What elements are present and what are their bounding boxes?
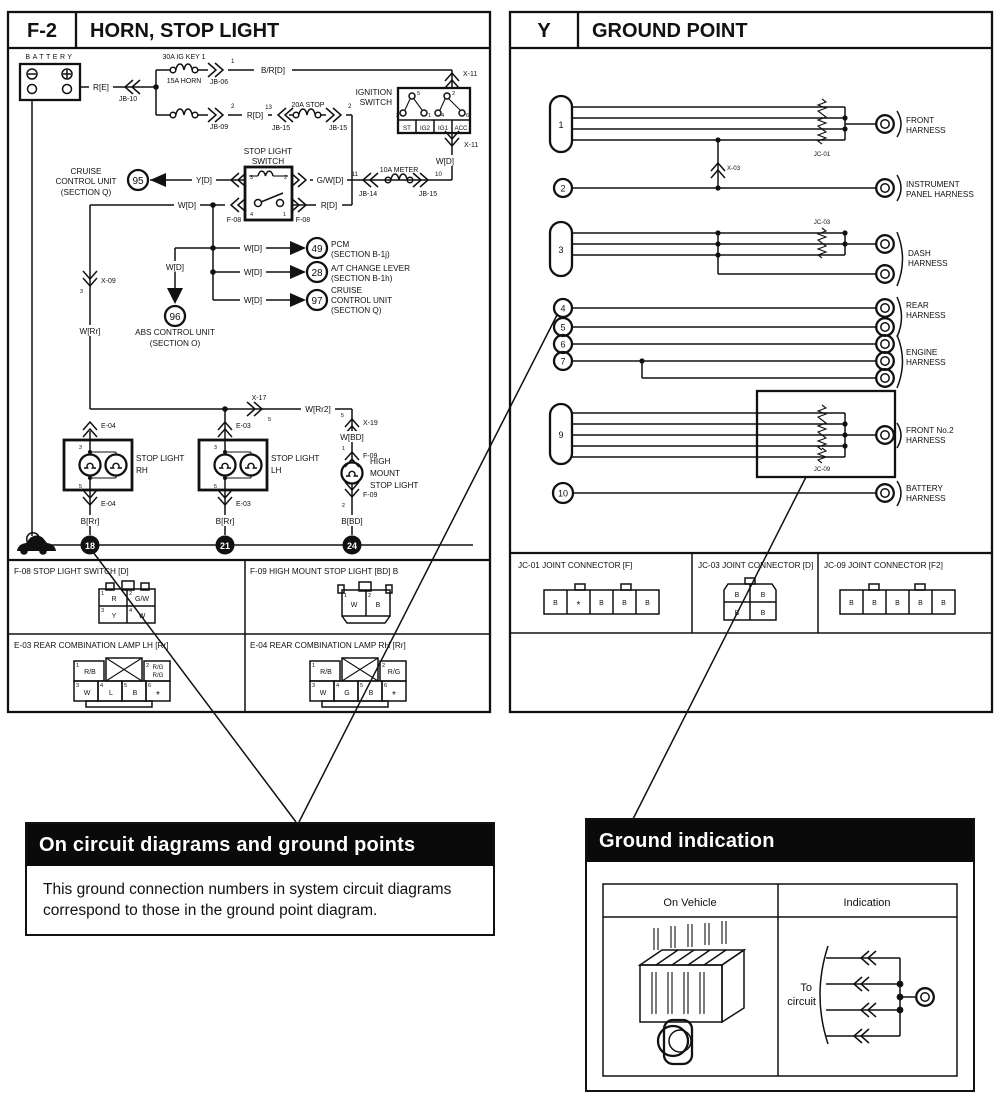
pin-number: 4 — [250, 212, 254, 218]
connector-label: E-04 — [101, 423, 116, 430]
harness-label: PANEL HARNESS — [906, 190, 974, 199]
stop-light-lh — [199, 409, 319, 535]
connector-label: JB-15 — [418, 191, 438, 198]
ground-row-9 — [550, 391, 954, 477]
wire-color-label: W[D] — [243, 296, 263, 305]
pin-color: B — [599, 600, 604, 607]
wire-color-label: Y[D] — [196, 176, 212, 185]
pin-color: W — [319, 690, 327, 697]
ground-row-1 — [550, 96, 946, 188]
stop-lamp-bus — [90, 395, 352, 423]
connector-pinout-f08 — [99, 581, 155, 623]
connector-label: X-19 — [363, 420, 378, 427]
pin-number: 3 — [78, 445, 82, 451]
connector-label: F-08 — [295, 217, 311, 224]
pin-color: B — [734, 592, 740, 599]
circuit-ref: 96 — [169, 312, 181, 323]
component-label: STOP LIGHT — [243, 147, 293, 156]
connector-label: JB-06 — [209, 79, 229, 86]
panel-title: HORN, STOP LIGHT — [90, 20, 280, 42]
harness-label: HARNESS — [908, 259, 948, 268]
callout-header: Ground indication — [587, 820, 973, 862]
pin-number: 3 — [76, 683, 80, 689]
callout-body-area — [587, 862, 973, 1086]
wire-color-label: W[D] — [435, 157, 455, 166]
cruise-control-95 — [55, 167, 245, 197]
wire-color-label: R[D] — [320, 201, 338, 210]
pin-color: B — [760, 592, 766, 599]
pin-number: 5 — [213, 484, 217, 490]
pin-number: 4 — [129, 608, 133, 614]
wire-color-label: W[D] — [177, 201, 197, 210]
circuit-ref: 95 — [132, 176, 144, 187]
connector-cell-title: JC-09 JOINT CONNECTOR [F2] — [824, 561, 943, 570]
pin-color: B — [645, 600, 650, 607]
circuit-ref: 49 — [311, 244, 323, 255]
pin-number: 3 — [395, 113, 399, 119]
circuit-ref: 28 — [311, 268, 323, 279]
connector-label: F-09 — [363, 453, 378, 460]
fuse-label: 10A METER — [379, 167, 419, 174]
ign-position: ACC — [454, 125, 468, 132]
component-label: MOUNT — [370, 469, 401, 478]
pin-number: 3 — [250, 175, 254, 181]
pin-color: B — [734, 610, 740, 617]
pin-color: W — [83, 690, 91, 697]
pin-color: B — [849, 600, 854, 607]
ground-number: 18 — [84, 541, 96, 551]
connector-label: JB-14 — [358, 191, 378, 198]
ground-car-label: G — [30, 537, 36, 544]
to-circuit-label: circuit — [787, 996, 816, 1008]
connector-pinout-e03 — [74, 658, 170, 707]
component-label: CRUISE — [70, 167, 102, 176]
connector-label: F-09 — [363, 492, 378, 499]
pin-number: 3 — [213, 445, 217, 451]
pin-number: 1 — [344, 593, 348, 599]
connector-label: X-17 — [251, 395, 267, 402]
pin-number: 6 — [384, 683, 388, 689]
pin-color: B — [918, 600, 923, 607]
connector-label: JB-09 — [209, 124, 229, 131]
pin-number: 1 — [231, 58, 235, 65]
component-label: (SECTION O) — [149, 339, 201, 348]
pin-number: 10 — [435, 171, 442, 178]
pin-color: B — [132, 690, 138, 697]
harness-label: BATTERY — [906, 484, 944, 493]
pin-color: B — [622, 600, 627, 607]
table-col-header: Indication — [843, 897, 891, 909]
ign-position: IG1 — [438, 125, 448, 132]
control-unit-branches — [135, 205, 410, 348]
pin-number: 2 — [146, 663, 150, 669]
pin-color: G — [344, 690, 350, 697]
component-label: LH — [271, 466, 282, 475]
callout-circuit-diagrams — [25, 822, 495, 936]
fuse-label: 30A IG KEY 1 — [162, 54, 206, 61]
harness-label: FRONT No.2 — [906, 426, 954, 435]
pin-color: * — [576, 600, 581, 611]
pin-color: W — [350, 602, 358, 609]
pin-number: 4 — [100, 683, 104, 689]
pin-number: 3 — [101, 608, 105, 614]
ground-number: 21 — [219, 541, 231, 551]
pin-color: B — [368, 690, 374, 697]
connector-cell-title: JC-03 JOINT CONNECTOR [D] — [698, 561, 814, 570]
pin-number: 2 — [231, 103, 235, 110]
callout-body-text: This ground connection numbers in system circuit diagrams correspond to those in the ground point diagram. — [27, 866, 479, 934]
connector-cell-title: E-03 REAR COMBINATION LAMP LH [Rr] — [14, 641, 169, 650]
component-label: CONTROL UNIT — [331, 296, 393, 305]
component-label: STOP LIGHT — [136, 454, 185, 463]
connector-pinout-f09 — [338, 582, 392, 623]
pin-number: 1 — [312, 663, 316, 669]
pin-number: 3 — [79, 289, 83, 295]
pin-number: 2 — [348, 103, 352, 110]
wd-run — [76, 199, 225, 409]
ign-position: ST — [403, 125, 411, 132]
harness-label: HARNESS — [906, 311, 946, 320]
connector-pinout-jc03 — [724, 578, 776, 620]
wire-color-label: W[Rr2] — [305, 405, 331, 414]
component-label: (SECTION Q) — [331, 306, 382, 315]
stop-light-rh — [64, 422, 184, 535]
component-label: A/T CHANGE LEVER — [331, 264, 411, 273]
pin-number: 1 — [76, 663, 80, 669]
pin-number: 3 — [312, 683, 316, 689]
connector-label: JB-10 — [118, 96, 138, 103]
to-circuit-label: To — [800, 982, 812, 994]
ground-id: 5 — [560, 322, 566, 333]
pin-number: 2 — [284, 175, 288, 181]
connector-label: X-09 — [101, 278, 116, 285]
pin-color: B — [872, 600, 877, 607]
stop-light-switch — [227, 147, 352, 224]
pin-color: B — [553, 600, 558, 607]
ground-id: 4 — [560, 303, 566, 314]
pin-number: 2 — [129, 591, 133, 597]
pin-number: 4 — [336, 683, 340, 689]
pin-color: W — [138, 613, 146, 620]
pin-number: 5 — [268, 417, 272, 423]
wire-color-label: B[Rr] — [215, 517, 235, 526]
connector-pinout-jc09 — [840, 584, 955, 614]
wire-color-label: B/R[D] — [260, 66, 286, 75]
pin-color: R/B — [84, 669, 96, 676]
connector-label: E-03 — [236, 423, 251, 430]
ground-row-2 — [554, 175, 974, 201]
pin-number: 4 — [441, 113, 445, 119]
ground-row-3 — [550, 219, 948, 286]
component-label: ABS CONTROL UNIT — [135, 328, 215, 337]
ground-id: 7 — [560, 356, 566, 367]
component-label: STOP LIGHT — [271, 454, 320, 463]
table-col-header: On Vehicle — [663, 897, 717, 909]
component-label: PCM — [331, 240, 350, 249]
pin-color: L — [109, 690, 113, 697]
panel-code: Y — [537, 20, 551, 42]
panel-ground-point — [510, 12, 992, 712]
component-label: RH — [136, 466, 148, 475]
fuse-label: 20A STOP — [291, 102, 325, 109]
connector-pinout-e04 — [310, 658, 406, 707]
ig-key-fuse-branch — [156, 54, 452, 86]
ground-rows-4-7 — [554, 297, 946, 388]
wire-color-label: R[D] — [246, 111, 264, 120]
pin-color: R — [111, 596, 117, 603]
connector-label: JB-15 — [271, 125, 291, 132]
battery-label: BATTERY — [25, 54, 75, 61]
ignition-switch — [356, 70, 479, 180]
wire-color-label: W[BD] — [340, 433, 364, 442]
callout-header: On circuit diagrams and ground points — [27, 824, 493, 866]
pin-number: 2 — [382, 663, 386, 669]
connector-cell-title: JC-01 JOINT CONNECTOR [F] — [518, 561, 633, 570]
component-label: (SECTION B-1j) — [331, 250, 390, 259]
pin-number: 11 — [351, 171, 358, 178]
pin-number: 1 — [341, 446, 345, 452]
joint-connector-label: JC-03 — [813, 219, 831, 226]
pin-number: 6 — [148, 683, 152, 689]
ground-id: 3 — [558, 245, 564, 255]
wire-color-label: W[Rr] — [79, 327, 101, 336]
connector-label: JB-15 — [328, 125, 348, 132]
ground-row-10 — [553, 481, 946, 506]
connector-label: E-04 — [101, 501, 116, 508]
connector-label: X-11 — [463, 71, 478, 78]
ground-id: 1 — [558, 120, 564, 130]
wire-color-label: W[D] — [243, 244, 263, 253]
panel-horn-stop-light — [8, 12, 490, 712]
component-label: CONTROL UNIT — [55, 177, 117, 186]
component-label: (SECTION B-1h) — [331, 274, 393, 283]
ignition-label: SWITCH — [359, 98, 392, 107]
pin-number: 2 — [341, 503, 345, 509]
wire-color-label: R[E] — [93, 83, 109, 92]
pin-number: 5 — [417, 91, 421, 97]
pin-number: 1 — [283, 212, 287, 218]
component-label: CRUISE — [331, 286, 362, 295]
pin-number: 5 — [340, 413, 344, 419]
ground-id: 10 — [557, 488, 569, 499]
panel-code: F-2 — [27, 20, 57, 42]
battery-symbol — [20, 54, 80, 100]
component-label: HIGH — [370, 457, 391, 466]
wire-color-label: G/W[D] — [316, 176, 344, 185]
harness-label: ENGINE — [906, 348, 938, 357]
wire-color-label: B[Rr] — [80, 517, 100, 526]
pin-number: 5 — [78, 484, 82, 490]
ign-position: IG2 — [420, 125, 430, 132]
harness-label: HARNESS — [906, 436, 946, 445]
pin-color: R/B — [320, 669, 332, 676]
pin-color: Y — [111, 613, 117, 620]
pin-color: B — [760, 610, 766, 617]
connector-cell-title: E-04 REAR COMBINATION LAMP RH [Rr] — [250, 641, 406, 650]
connector-cell-title: F-08 STOP LIGHT SWITCH [D] — [14, 567, 129, 576]
pin-color: B — [941, 600, 946, 607]
harness-label: HARNESS — [906, 494, 946, 503]
pin-number: 5 — [360, 683, 364, 689]
pin-color: R/G — [152, 672, 164, 679]
high-mount-stop-light — [338, 409, 418, 535]
joint-connector-label: JC-01 — [813, 151, 831, 158]
fuse-label: 15A HORN — [166, 78, 202, 85]
harness-label: FRONT — [906, 116, 935, 125]
ground-id: 2 — [560, 183, 566, 194]
ground-number: 24 — [346, 541, 358, 551]
pin-number: 5 — [124, 683, 128, 689]
connector-label: X-03 — [727, 165, 741, 172]
pin-color: * — [392, 690, 396, 701]
ignition-label: IGNITION — [355, 88, 392, 97]
component-label: SWITCH — [251, 157, 285, 166]
joint-connector-label: JC-09 — [813, 466, 831, 473]
pin-color: G/W — [135, 596, 149, 603]
connector-pinout-jc01 — [544, 584, 659, 614]
connector-label: E-03 — [236, 501, 251, 508]
wire-color-label: W[D] — [243, 268, 263, 277]
callout-ground-indication — [585, 818, 975, 1092]
component-label: (SECTION Q) — [60, 188, 112, 197]
wire-color-label: W[D] — [165, 263, 185, 272]
pin-color: B — [375, 602, 381, 609]
pin-number: 13 — [265, 104, 272, 111]
pin-color: B — [895, 600, 900, 607]
pin-color: R/G — [152, 664, 164, 671]
connector-label: F-08 — [226, 217, 242, 224]
pin-color: * — [156, 690, 160, 701]
wire-color-label: B[BD] — [341, 517, 363, 526]
ground-id: 9 — [558, 430, 564, 440]
connector-cell-title: F-09 HIGH MOUNT STOP LIGHT [BD] B — [250, 567, 399, 576]
pin-number: 1 — [101, 591, 105, 597]
pin-number: 1 — [428, 113, 432, 119]
harness-label: HARNESS — [906, 126, 946, 135]
meter-fuse-line — [310, 167, 452, 198]
connector-detail-cells-left — [8, 560, 490, 712]
pin-number: 2 — [452, 91, 456, 97]
harness-label: REAR — [906, 301, 929, 310]
harness-label: HARNESS — [906, 358, 946, 367]
pin-number: 6 — [466, 113, 470, 119]
ground-bus — [17, 533, 473, 555]
panel-title: GROUND POINT — [592, 20, 748, 42]
pin-color: R/G — [387, 669, 401, 676]
connector-detail-cells-right — [510, 553, 992, 633]
component-label: STOP LIGHT — [370, 481, 419, 490]
circuit-ref: 97 — [311, 296, 323, 307]
ground-id: 6 — [560, 339, 566, 350]
connector-label: X-11 — [464, 142, 479, 149]
harness-label: DASH — [908, 249, 931, 258]
harness-label: INSTRUMENT — [906, 180, 960, 189]
pin-number: 2 — [368, 593, 372, 599]
